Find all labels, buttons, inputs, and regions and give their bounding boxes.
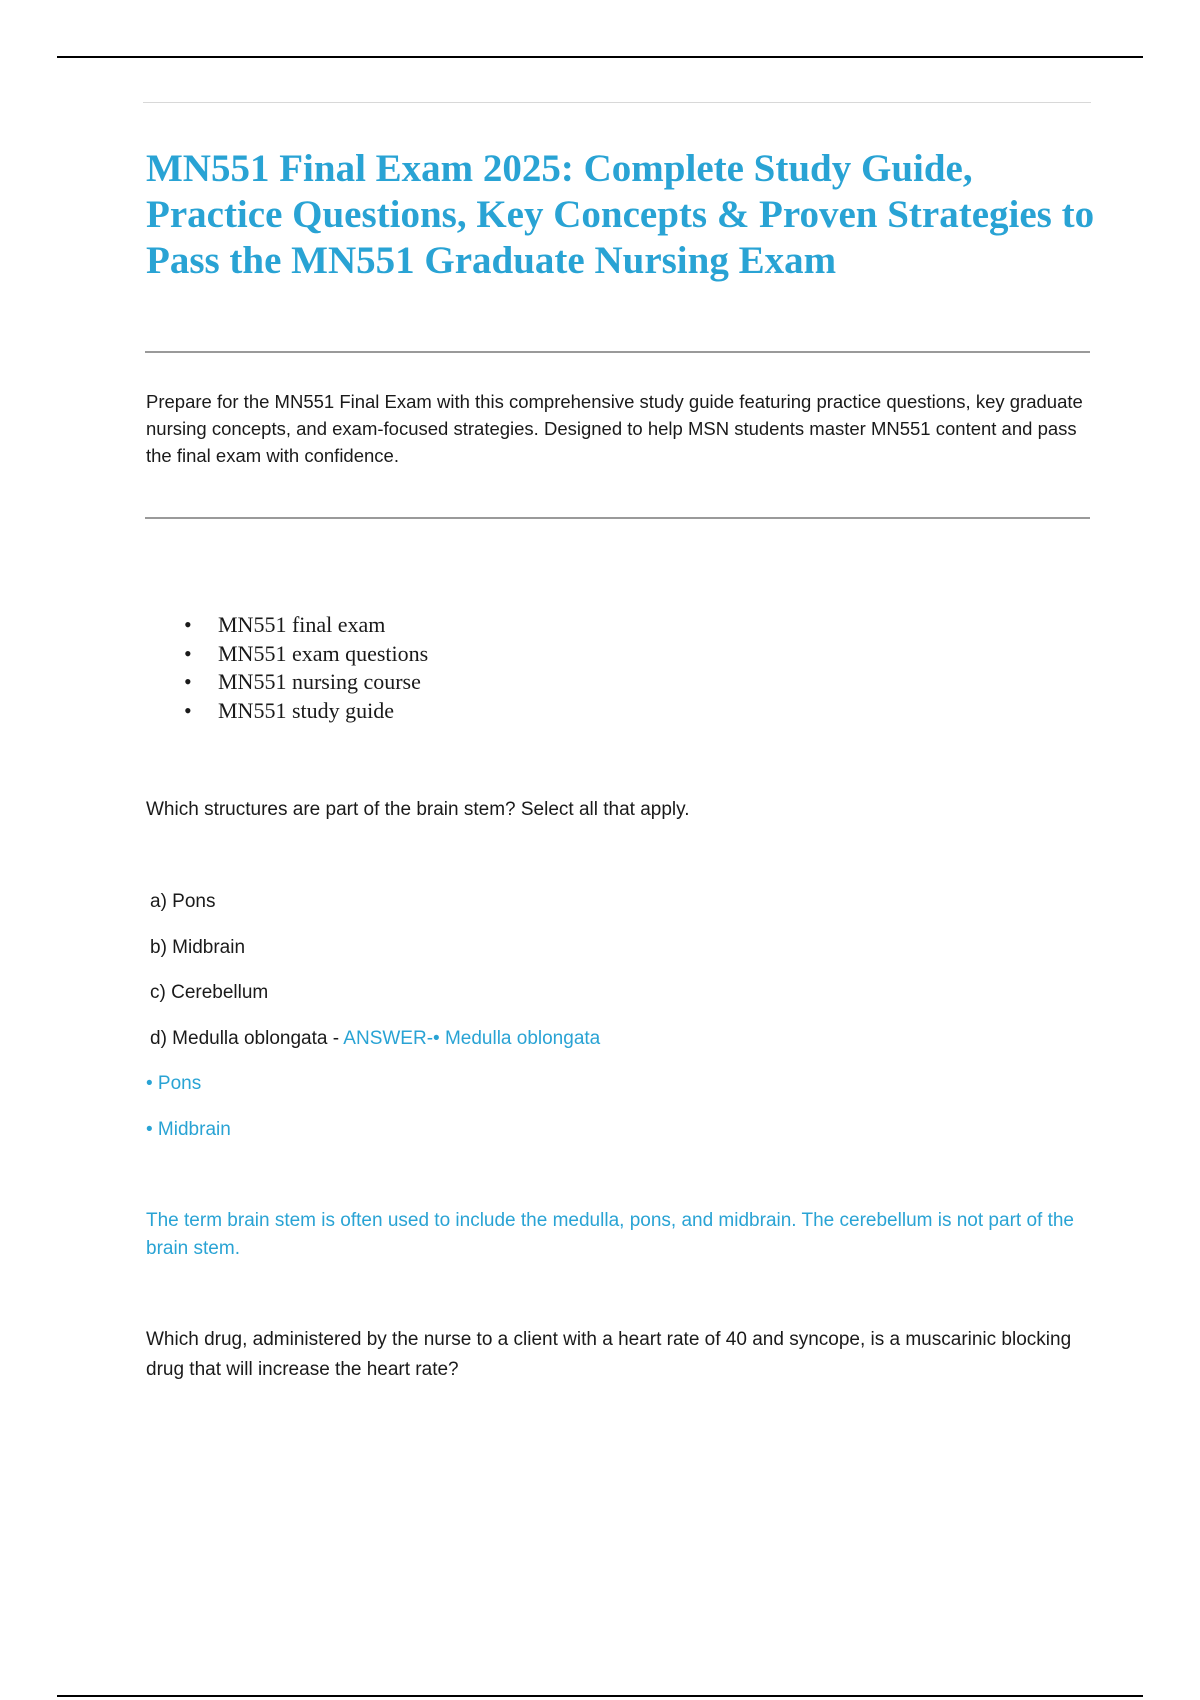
keyword-item: • MN551 study guide xyxy=(184,697,428,726)
document-title: MN551 Final Exam 2025: Complete Study Guide, Practice Questions, Key Concepts & Proven Strategies to Pass the MN551 Graduate Nursing Exam xyxy=(146,147,1095,282)
question-1-explanation: The term brain stem is often used to include the medulla, pons, and midbrain. The cerebellum is not part of the brain stem. xyxy=(146,1210,1074,1259)
intro-paragraph: Prepare for the MN551 Final Exam with this comprehensive study guide featuring practice questions, key graduate nursing concepts, and exam-focused strategies. Designed to help MSN students master MN551 content and pass the final exam with confidence. xyxy=(146,391,1083,466)
question-1-option-c: c) Cerebellum xyxy=(150,982,269,1003)
section-divider-1 xyxy=(145,351,1090,353)
keyword-item: • MN551 final exam xyxy=(184,611,428,640)
keyword-item: • MN551 nursing course xyxy=(184,668,428,697)
question-1-answer: ANSWER-• Medulla oblongata xyxy=(343,1028,601,1049)
bullet-icon: • xyxy=(184,669,192,694)
question-1-option-b: b) Midbrain xyxy=(150,937,246,958)
answer-bullet-pons: • Pons xyxy=(146,1073,202,1094)
section-divider-2 xyxy=(145,517,1090,519)
keyword-list xyxy=(184,611,428,725)
question-1-option-d: d) Medulla oblongata - ANSWER-• Medulla oblongata xyxy=(150,1028,601,1049)
page-top-rule xyxy=(57,56,1143,58)
question-2-text: Which drug, administered by the nurse to a client with a heart rate of 40 and syncope, is a muscarinic blocking drug that will increase the heart rate? xyxy=(146,1329,1072,1380)
bullet-icon: • xyxy=(184,640,192,666)
answer-bullet-midbrain: • Midbrain xyxy=(146,1119,231,1140)
header-divider xyxy=(143,102,1091,103)
bullet-icon: • xyxy=(184,697,192,723)
keyword-item: • MN551 exam questions xyxy=(184,640,428,669)
bullet-icon: • xyxy=(184,612,192,637)
page-bottom-rule xyxy=(57,1695,1143,1697)
question-1-text: Which structures are part of the brain stem? Select all that apply. xyxy=(146,799,690,820)
question-1-option-a: a) Pons xyxy=(150,891,216,912)
